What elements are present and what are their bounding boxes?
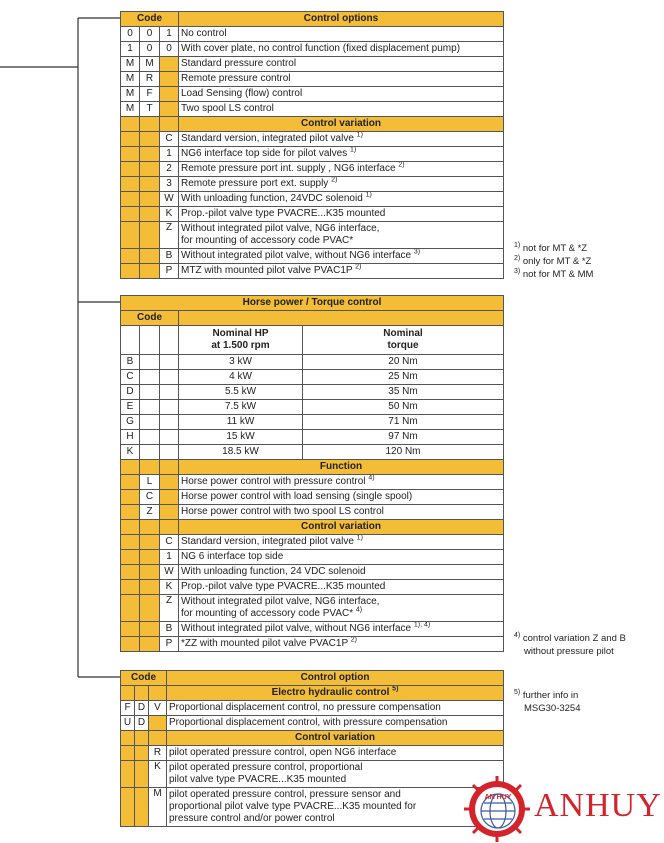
code-cell: K (149, 761, 167, 788)
table-row (121, 72, 504, 87)
table-row (121, 207, 504, 222)
description-cell: Prop.-pilot valve type PVACRE...K35 mounted (179, 207, 504, 222)
torque-cell: 71 Nm (303, 415, 504, 430)
table-row (121, 475, 504, 490)
description-cell: *ZZ with mounted pilot valve PVAC1P $^{2)}$ (179, 637, 504, 652)
control-variation-header-row (121, 731, 504, 746)
table-row (121, 27, 504, 42)
description-cell: pilot operated pressure control, proportional pilot valve type PVACRE...K35 mounted (167, 761, 504, 788)
code-cell: D (135, 716, 149, 731)
description-cell: With cover plate, no control function (fixed displacement pump) (179, 42, 504, 57)
code-cell: P (160, 264, 179, 279)
table-row (121, 622, 504, 637)
code-cell: 1 (160, 147, 179, 162)
torque-cell: 20 Nm (303, 355, 504, 370)
function-header-row (121, 460, 504, 475)
code-cell: W (160, 565, 179, 580)
code-cell: V (149, 701, 167, 716)
footnote-4: $^{4)}$ control variation Z and B (514, 631, 626, 644)
table-row (121, 550, 504, 565)
code-cell: 0 (121, 27, 140, 42)
code-cell: U (121, 716, 135, 731)
code-header: Code (121, 671, 167, 686)
table-header-row (121, 671, 504, 686)
code-cell: C (140, 490, 160, 505)
footnote-5-line-2: MSG30-3254 (524, 703, 581, 714)
table-row (121, 788, 504, 827)
description-cell: Remote pressure control (179, 72, 504, 87)
table-row (121, 400, 504, 415)
table-row (121, 505, 504, 520)
description-cell: Standard version, integrated pilot valve $^{1)}$ (179, 535, 504, 550)
table-row (121, 716, 504, 731)
code-cell: 0 (140, 27, 160, 42)
code-cell (160, 102, 179, 117)
code-cell: M (121, 102, 140, 117)
control-variation-header-row (121, 117, 504, 132)
table-row (121, 57, 504, 72)
code-cell: Z (160, 222, 179, 249)
code-cell: M (149, 788, 167, 827)
description-cell: pilot operated pressure control, open NG6 interface (167, 746, 504, 761)
code-cell: Z (140, 505, 160, 520)
description-cell: Proportional displacement control, with pressure compensation (167, 716, 504, 731)
torque-cell: 120 Nm (303, 445, 504, 460)
table-row (121, 445, 504, 460)
table-row (121, 192, 504, 207)
table-row (121, 415, 504, 430)
description-cell: Horse power control with two spool LS control (179, 505, 504, 520)
table-row (121, 595, 504, 622)
table-row (121, 490, 504, 505)
code-cell: 0 (140, 42, 160, 57)
torque-cell: 25 Nm (303, 370, 504, 385)
control-options-table (120, 11, 504, 279)
footnote-3: $^{3)}$ not for MT & MM (514, 267, 594, 280)
horse-power-title-row (121, 296, 504, 311)
table-row (121, 264, 504, 279)
table-row (121, 430, 504, 445)
control-variation-title: Control variation (179, 117, 504, 132)
svg-text:AN HUY: AN HUY (484, 794, 512, 801)
table-row (121, 132, 504, 147)
table-row (121, 701, 504, 716)
torque-cell: 50 Nm (303, 400, 504, 415)
torque-cell: 35 Nm (303, 385, 504, 400)
table-row (121, 565, 504, 580)
control-options-title: Control options (179, 12, 504, 27)
code-cell: D (135, 701, 149, 716)
code-cell: 1 (160, 27, 179, 42)
table-row (121, 87, 504, 102)
description-cell: Horse power control with pressure control $^{4)}$ (179, 475, 504, 490)
electro-hydraulic-title: Electro hydraulic control $^{5)}$ (167, 686, 504, 701)
code-cell: 1 (121, 42, 140, 57)
description-cell: NG 6 interface top side (179, 550, 504, 565)
code-cell: 3 (160, 177, 179, 192)
code-cell: H (121, 430, 140, 445)
description-cell: Two spool LS control (179, 102, 504, 117)
description-cell: No control (179, 27, 504, 42)
code-cell: M (121, 57, 140, 72)
code-cell: 2 (160, 162, 179, 177)
code-header-row (121, 311, 504, 326)
horse-power-table (120, 295, 504, 652)
code-cell: C (160, 535, 179, 550)
description-cell: Load Sensing (flow) control (179, 87, 504, 102)
code-cell: 1 (160, 550, 179, 565)
table-row (121, 355, 504, 370)
code-cell: E (121, 400, 140, 415)
description-cell: Prop.-pilot valve type PVACRE...K35 mounted (179, 580, 504, 595)
code-cell: C (160, 132, 179, 147)
description-cell: Without integrated pilot valve, without NG6 interface $^{1), 4)}$ (179, 622, 504, 637)
description-cell: MTZ with mounted pilot valve PVAC1P $^{2)}$ (179, 264, 504, 279)
code-cell (160, 72, 179, 87)
code-cell: R (149, 746, 167, 761)
code-cell: L (140, 475, 160, 490)
footnote-1: $^{1)}$ not for MT & *Z (514, 241, 588, 254)
table-row (121, 535, 504, 550)
description-cell: Without integrated pilot valve, NG6 interface, for mounting of accessory code PVAC* (179, 222, 504, 249)
hp-cell: 18.5 kW (179, 445, 303, 460)
code-cell (149, 716, 167, 731)
control-option-title: Control option (167, 671, 504, 686)
code-cell: W (160, 192, 179, 207)
code-cell: F (140, 87, 160, 102)
table-row (121, 147, 504, 162)
footnote-5: $^{5)}$ further info in (514, 688, 579, 701)
description-cell: Remote pressure port int. supply , NG6 interface $^{2)}$ (179, 162, 504, 177)
description-cell: Proportional displacement control, no pressure compensation (167, 701, 504, 716)
description-cell: pilot operated pressure control, pressure sensor and proportional pilot valve type PVACRE...K35 mounted for pressure control and/or power control (167, 788, 504, 827)
hp-cell: 15 kW (179, 430, 303, 445)
control-variation-title: Control variation (167, 731, 504, 746)
hp-cell: 4 kW (179, 370, 303, 385)
code-cell: M (121, 72, 140, 87)
hp-cell: 7.5 kW (179, 400, 303, 415)
code-cell: T (140, 102, 160, 117)
torque-cell: 97 Nm (303, 430, 504, 445)
hp-header: Nominal HP at 1.500 rpm (179, 326, 303, 355)
footnote-4-line-2: without pressure pilot (524, 646, 614, 657)
table-row (121, 162, 504, 177)
code-cell: K (160, 207, 179, 222)
function-title: Function (179, 460, 504, 475)
hp-cell: 11 kW (179, 415, 303, 430)
horse-power-title: Horse power / Torque control (121, 296, 504, 311)
table-row (121, 249, 504, 264)
table-row (121, 746, 504, 761)
an-huy-logo-icon (462, 773, 532, 843)
description-cell: With unloading function, 24VDC solenoid $^{1)}$ (179, 192, 504, 207)
hp-cell: 3 kW (179, 355, 303, 370)
an-huy-logo-text: ANHUY (534, 787, 662, 824)
table-row (121, 385, 504, 400)
description-cell: Remote pressure port ext. supply $^{2)}$ (179, 177, 504, 192)
code-cell: 0 (160, 42, 179, 57)
table-row (121, 761, 504, 788)
description-cell: With unloading function, 24 VDC solenoid (179, 565, 504, 580)
table-row (121, 102, 504, 117)
description-cell: Horse power control with load sensing (single spool) (179, 490, 504, 505)
code-cell: F (121, 701, 135, 716)
code-cell: G (121, 415, 140, 430)
code-header: Code (121, 311, 179, 326)
code-cell: Z (160, 595, 179, 622)
electro-hydraulic-table (120, 670, 504, 827)
footnote-2: $^{2)}$ only for MT & *Z (514, 254, 592, 267)
code-cell: K (160, 580, 179, 595)
code-cell: B (121, 355, 140, 370)
table-row (121, 177, 504, 192)
hp-cell: 5.5 kW (179, 385, 303, 400)
code-cell (160, 87, 179, 102)
code-header: Code (121, 12, 179, 27)
code-cell: K (121, 445, 140, 460)
code-cell: D (121, 385, 140, 400)
description-cell: NG6 interface top side for pilot valves $^{1)}$ (179, 147, 504, 162)
code-cell (160, 57, 179, 72)
hp-header-row (121, 326, 504, 355)
torque-header: Nominal torque (303, 326, 504, 355)
description-cell: Standard pressure control (179, 57, 504, 72)
code-cell: P (160, 637, 179, 652)
table-row (121, 637, 504, 652)
code-cell: B (160, 622, 179, 637)
control-variation-header-row (121, 520, 504, 535)
table-row (121, 222, 504, 249)
description-cell: Without integrated pilot valve, NG6 interface, for mounting of accessory code PVAC* $^{4)}$ (179, 595, 504, 622)
control-options-header-row (121, 12, 504, 27)
code-cell: B (160, 249, 179, 264)
description-cell: Without integrated pilot valve, without NG6 interface $^{3)}$ (179, 249, 504, 264)
table-row (121, 42, 504, 57)
code-cell: M (121, 87, 140, 102)
table-row (121, 580, 504, 595)
description-cell: Standard version, integrated pilot valve $^{1)}$ (179, 132, 504, 147)
code-cell: C (121, 370, 140, 385)
table-row (121, 370, 504, 385)
code-cell: R (140, 72, 160, 87)
code-cell: M (140, 57, 160, 72)
control-variation-title: Control variation (179, 520, 504, 535)
ehc-header-row (121, 686, 504, 701)
